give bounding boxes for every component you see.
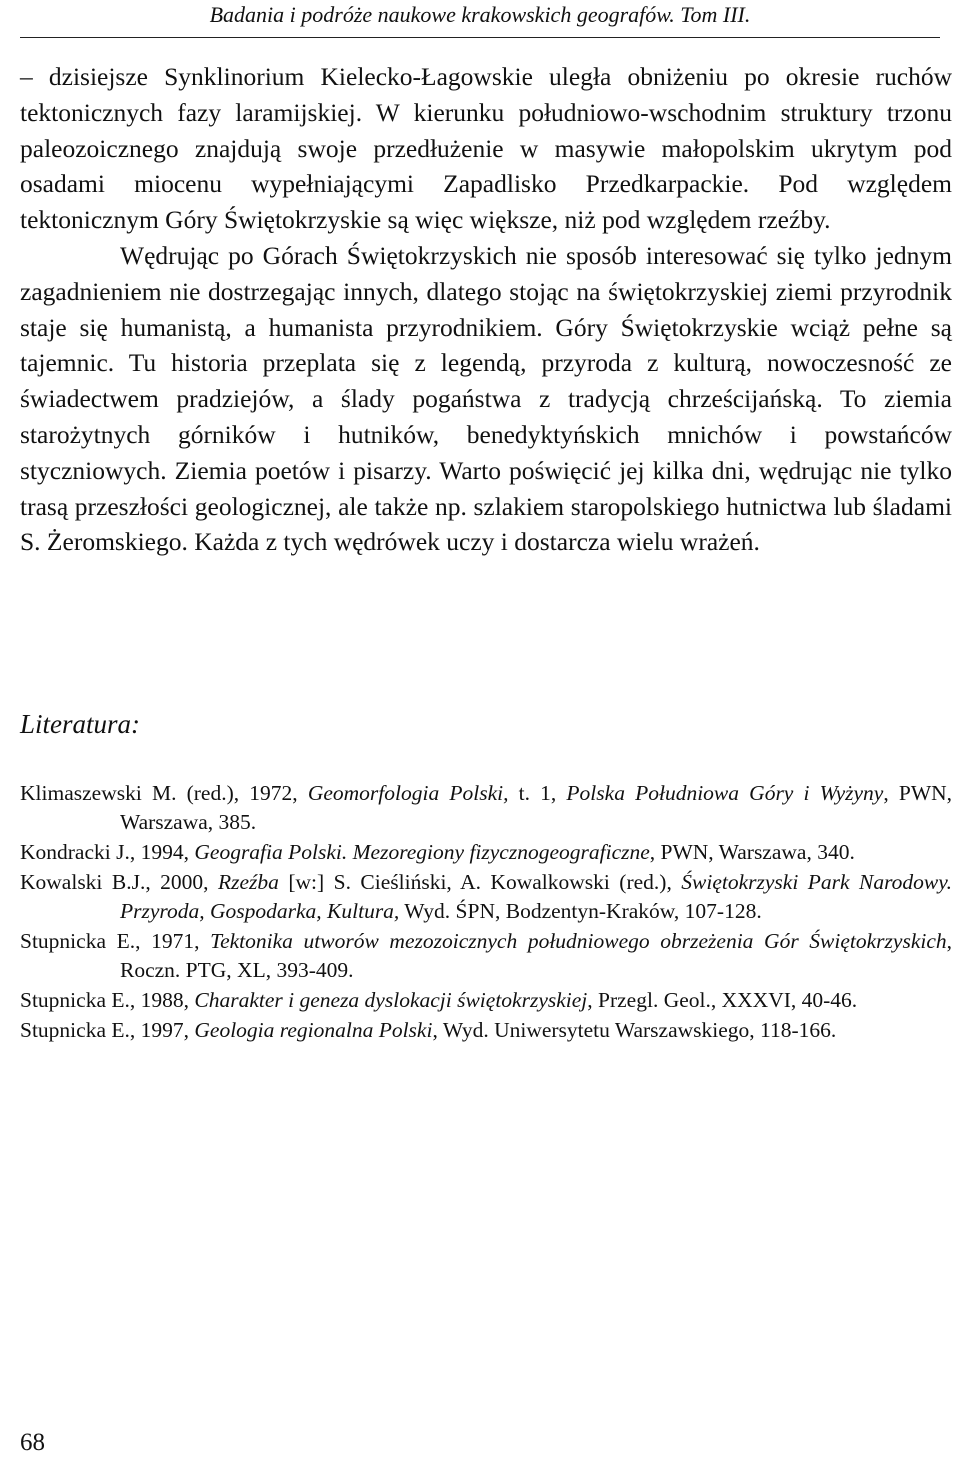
- literature-heading: Literatura:: [20, 709, 141, 739]
- reference-item: Kondracki J., 1994, Geografia Polski. Mezoregiony fizycznogeograficzne, PWN, Warszawa, 340.: [20, 840, 855, 864]
- paragraph-2: Wędrując po Górach Świętokrzyskich nie sposób interesować się tylko jednym zagadnieniem nie dostrzegając innych, dlatego stojąc na świętokrzyskiej ziemi przyrodnik staje się humanistą, a humanista przyrodnikiem. Góry Świętokrzyskie wciąż pełne są tajemnic. Tu historia przeplata się z legendą, przyroda z kulturą, nowoczesność ze świadectwem pradziejów, a ślady pogaństwa z tradycją chrześcijańską. To ziemia starożytnych górników i hutników, benedyktyńskich mnichów i powstańców styczniowych. Ziemia poetów i pisarzy. Warto poświęcić jej kilka dni, wędrując nie tylko trasą przeszłości geologicznej, ale także np. szlakiem staropolskiego hutnictwa lub śladami S. Żeromskiego. Każda z tych wędrówek uczy i dostarcza wielu wrażeń.: [20, 240, 952, 557]
- reference-item: Stupnicka E., 1997, Geologia regionalna Polski, Wyd. Uniwersytetu Warszawskiego, 118-166.: [20, 1018, 837, 1042]
- page-number: 68: [20, 1429, 45, 1456]
- running-header-title: Badania i podróże naukowe krakowskich geografów. Tom III.: [209, 2, 751, 27]
- reference-item: Stupnicka E., 1988, Charakter i geneza dyslokacji świętokrzyskiej, Przegl. Geol., XXXVI, 40-46.: [20, 988, 858, 1012]
- paragraph-1: – dzisiejsze Synklinorium Kielecko-Łagowskie uległa obniżeniu po okresie ruchów tektonicznych fazy laramijskiej. W kierunku południowo-wschodnim struktury trzonu paleozoicznego znajdują swoje przedłużenie w masywie małopolskim ukrytym pod osadami miocenu wypełniającymi Zapadlisko Przedkarpackie. Pod względem tektonicznym Góry Świętokrzyskie są więc większe, niż pod względem rzeźby.: [20, 62, 952, 235]
- running-header: [20, 2, 940, 38]
- reference-item: Kowalski B.J., 2000, Rzeźba [w:] S. Cieśliński, A. Kowalkowski (red.), Świętokrzyski Park Narodowy. Przyroda, Gospodarka, Kultura, Wyd. ŚPN, Bodzentyn-Kraków, 107-128.: [20, 870, 952, 923]
- reference-item: Klimaszewski M. (red.), 1972, Geomorfologia Polski, t. 1, Polska Południowa Góry i Wyżyny, PWN, Warszawa, 385.: [20, 781, 953, 834]
- references-list: [20, 779, 952, 1046]
- reference-item: Stupnicka E., 1971, Tektonika utworów mezozoicznych południowego obrzeżenia Gór Świętokrzyskich, Roczn. PTG, XL, 393-409.: [20, 929, 953, 982]
- body-text: [20, 59, 952, 560]
